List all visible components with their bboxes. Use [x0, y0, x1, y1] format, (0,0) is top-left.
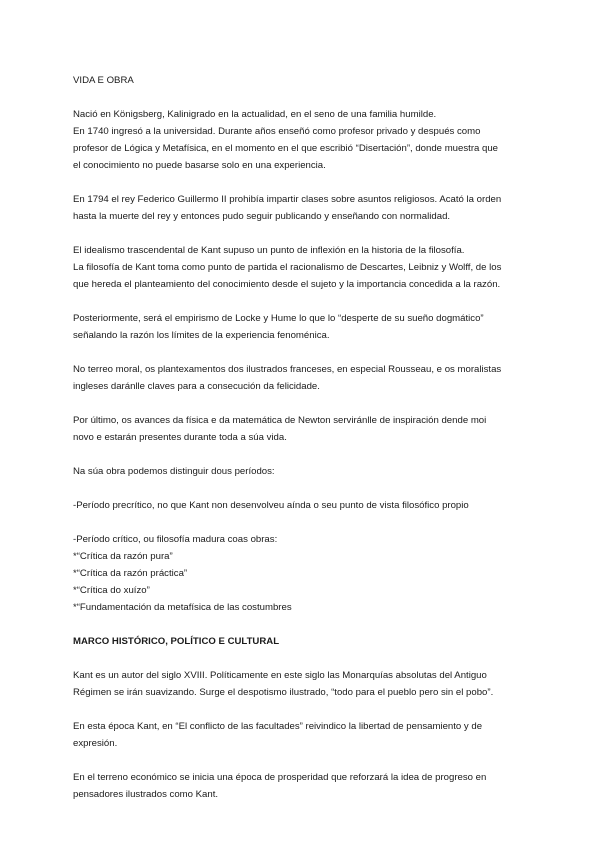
paragraph-moral [73, 361, 531, 395]
text-line: -Período crítico, ou filosofía madura coas obras: [73, 534, 278, 545]
paragraph-periodos [73, 463, 531, 480]
paragraph-economico [73, 769, 531, 803]
paragraph-empirismo [73, 310, 531, 344]
text-line: expresión. [73, 738, 118, 749]
text-line: Kant es un autor del siglo XVIII. Políticamente en este siglo las Monarquías absolutas del Antiguo [73, 670, 487, 681]
section-heading-marco-historico: MARCO HISTÓRICO, POLÍTICO E CULTURAL [73, 636, 280, 647]
paragraph-conflicto [73, 718, 531, 752]
text-line: hasta la muerte del rey y entonces pudo seguir publicando y enseñando con normalidad. [73, 211, 451, 222]
paragraph-newton [73, 412, 531, 446]
paragraph-1794 [73, 191, 531, 225]
list-item: *“Fundamentación da metafísica de las costumbres [73, 602, 292, 613]
text-line: En 1740 ingresó a la universidad. Durante años enseñó como profesor privado y después como [73, 126, 481, 137]
text-line: Régimen se irán suavizando. Surge el despotismo ilustrado, “todo para el pueblo pero sin el pobo”. [73, 687, 494, 698]
paragraph-critico-list [73, 531, 531, 616]
text-line: ingleses daránlle claves para a consecución da felicidade. [73, 381, 320, 392]
text-line: el conocimiento no puede basarse solo en una experiencia. [73, 160, 326, 171]
text-line: profesor de Lógica y Metafísica, en el momento en el que escribió “Disertación”, donde muestra que [73, 143, 499, 154]
list-item: *“Crítica da razón práctica” [73, 568, 188, 579]
paragraph-idealismo [73, 242, 531, 293]
section-heading-vida-e-obra: VIDA E OBRA [73, 75, 134, 86]
list-item: *“Crítica do xuízo” [73, 585, 150, 596]
paragraph-precritico [73, 497, 531, 514]
text-line: Posteriormente, será el empirismo de Locke y Hume lo que lo “desperte de su sueño dogmático” [73, 313, 484, 324]
text-line: No terreo moral, os plantexamentos dos ilustrados franceses, en especial Rousseau, e os moralistas [73, 364, 502, 375]
text-line: La filosofía de Kant toma como punto de partida el racionalismo de Descartes, Leibniz y Wolff, de los [73, 262, 502, 273]
text-line: Nació en Königsberg, Kalinigrado en la actualidad, en el seno de una familia humilde. [73, 109, 437, 120]
paragraph-biography [73, 106, 531, 174]
text-line: -Período precrítico, no que Kant non desenvolveu aínda o seu punto de vista filosófico propio [73, 500, 469, 511]
text-line: novo e estarán presentes durante toda a súa vida. [73, 432, 287, 443]
text-line: señalando la razón los límites de la experiencia fenoménica. [73, 330, 330, 341]
text-line: En esta época Kant, en “El conflicto de las facultades” reivindico la libertad de pensamiento y de [73, 721, 483, 732]
list-item: *“Crítica da razón pura” [73, 551, 173, 562]
text-line: El idealismo trascendental de Kant supuso un punto de inflexión en la historia de la filosofía. [73, 245, 465, 256]
text-line: Na súa obra podemos distinguir dous períodos: [73, 466, 275, 477]
text-line: pensadores ilustrados como Kant. [73, 789, 219, 800]
text-line: En el terreno económico se inicia una época de prosperidad que reforzará la idea de progreso en [73, 772, 487, 783]
document-body [73, 72, 531, 803]
paragraph-siglo-xviii [73, 667, 531, 701]
text-line: En 1794 el rey Federico Guillermo II prohibía impartir clases sobre asuntos religiosos. Acató la orden [73, 194, 502, 205]
text-line: que hereda el planteamiento del conocimiento desde el sujeto y la importancia concedida a la razón. [73, 279, 501, 290]
text-line: Por último, os avances da física e da matemática de Newton serviránlle de inspiración dende moi [73, 415, 487, 426]
